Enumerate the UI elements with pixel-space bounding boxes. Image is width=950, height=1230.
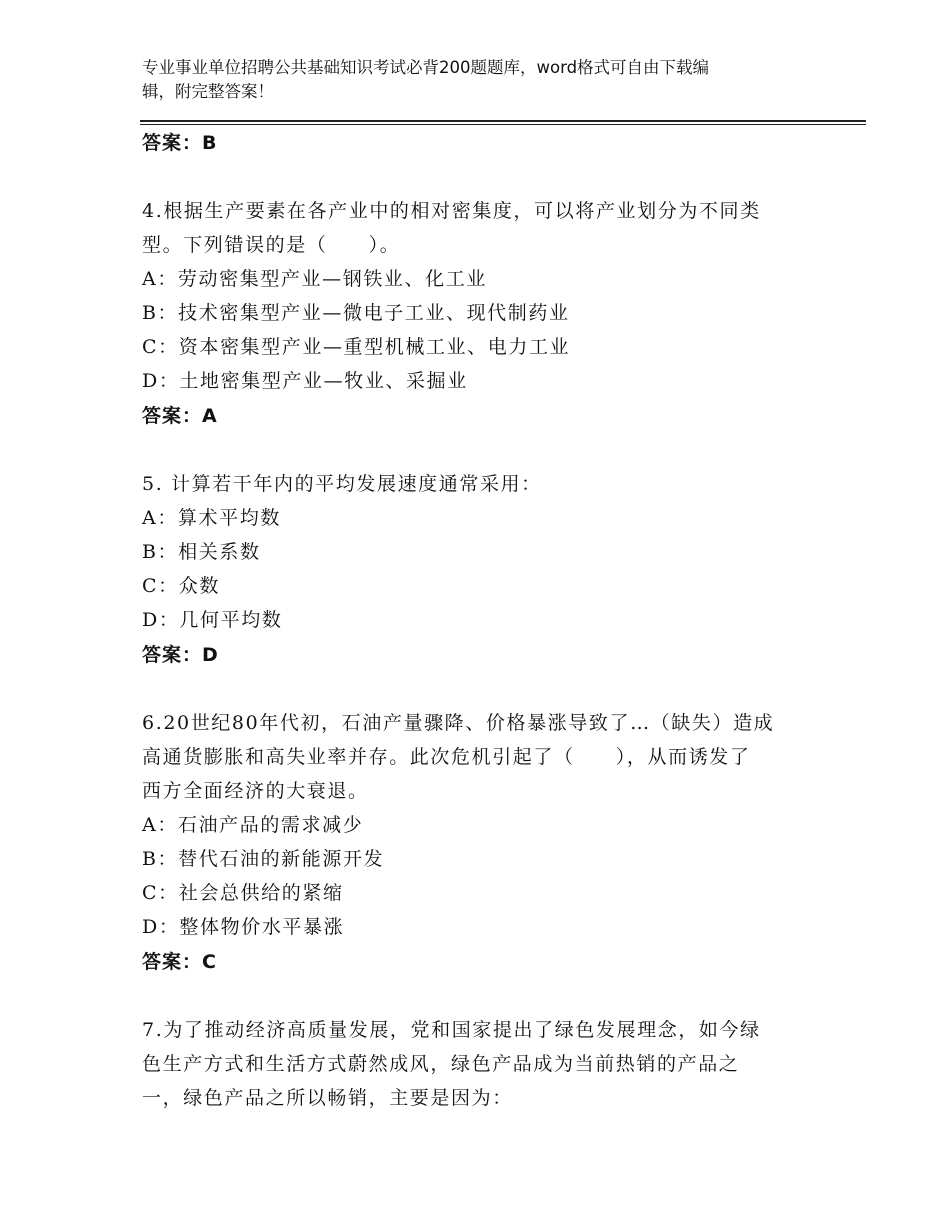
answer-value: B: [202, 132, 217, 154]
document-header: [142, 56, 842, 104]
question-5-option-a: A：算术平均数: [142, 507, 281, 529]
question-4-option-b: B：技术密集型产业—微电子工业、现代制药业: [142, 302, 570, 324]
question-6-option-b: B：替代石油的新能源开发: [142, 848, 385, 870]
question-7-stem-line-3: 一，绿色产品之所以畅销，主要是因为：: [142, 1087, 513, 1109]
question-7-stem-line-2: 色生产方式和生活方式蔚然成风，绿色产品成为当前热销的产品之: [142, 1053, 740, 1075]
answer-label: 答案：: [142, 644, 203, 666]
question-4-stem-line-1: 4.根据生产要素在各产业中的相对密集度，可以将产业划分为不同类: [142, 200, 761, 222]
question-5-option-b: B：相关系数: [142, 541, 261, 563]
header-rule-thick: [140, 120, 866, 122]
header-text-line-1: 专业事业单位招聘公共基础知识考试必背200题题库，word格式可自由下载编: [142, 58, 710, 77]
question-5-stem-line-1: 5. 计算若干年内的平均发展速度通常采用：: [142, 473, 542, 495]
question-4-option-a: A：劳动密集型产业—钢铁业、化工业: [142, 268, 487, 290]
question-7-stem-line-1: 7.为了推动经济高质量发展，党和国家提出了绿色发展理念，如今绿: [142, 1019, 761, 1041]
header-text-line-2: 辑，附完整答案！: [142, 82, 274, 101]
question-6-option-c: C：社会总供给的紧缩: [142, 882, 344, 904]
answer-label: 答案：: [142, 132, 203, 154]
answer-value: A: [202, 405, 217, 427]
answer-line-q4: [142, 403, 217, 429]
question-4-option-d: D：土地密集型产业—牧业、采掘业: [142, 370, 468, 392]
question-6-stem-line-2: 高通货膨胀和高失业率并存。此次危机引起了（ ），从而诱发了: [142, 746, 751, 768]
answer-label: 答案：: [142, 405, 203, 427]
answer-line-q3: [142, 130, 217, 156]
question-5-option-c: C：众数: [142, 575, 220, 597]
answer-line-q5: [142, 642, 218, 668]
header-rule-thin: [140, 124, 866, 125]
question-4-stem-line-2: 型。下列错误的是（ ）。: [142, 234, 401, 256]
question-6-stem-line-3: 西方全面经济的大衰退。: [142, 780, 369, 802]
question-6-stem-line-1: 6.20世纪80年代初，石油产量骤降、价格暴涨导致了…（缺失）造成: [142, 712, 775, 734]
question-6-option-a: A：石油产品的需求减少: [142, 814, 364, 836]
answer-value: D: [202, 644, 218, 666]
answer-line-q6: [142, 949, 216, 975]
question-5-option-d: D：几何平均数: [142, 609, 283, 631]
answer-label: 答案：: [142, 951, 203, 973]
question-4-option-c: C：资本密集型产业—重型机械工业、电力工业: [142, 336, 571, 358]
question-6-option-d: D：整体物价水平暴涨: [142, 916, 345, 938]
answer-value: C: [202, 951, 216, 973]
